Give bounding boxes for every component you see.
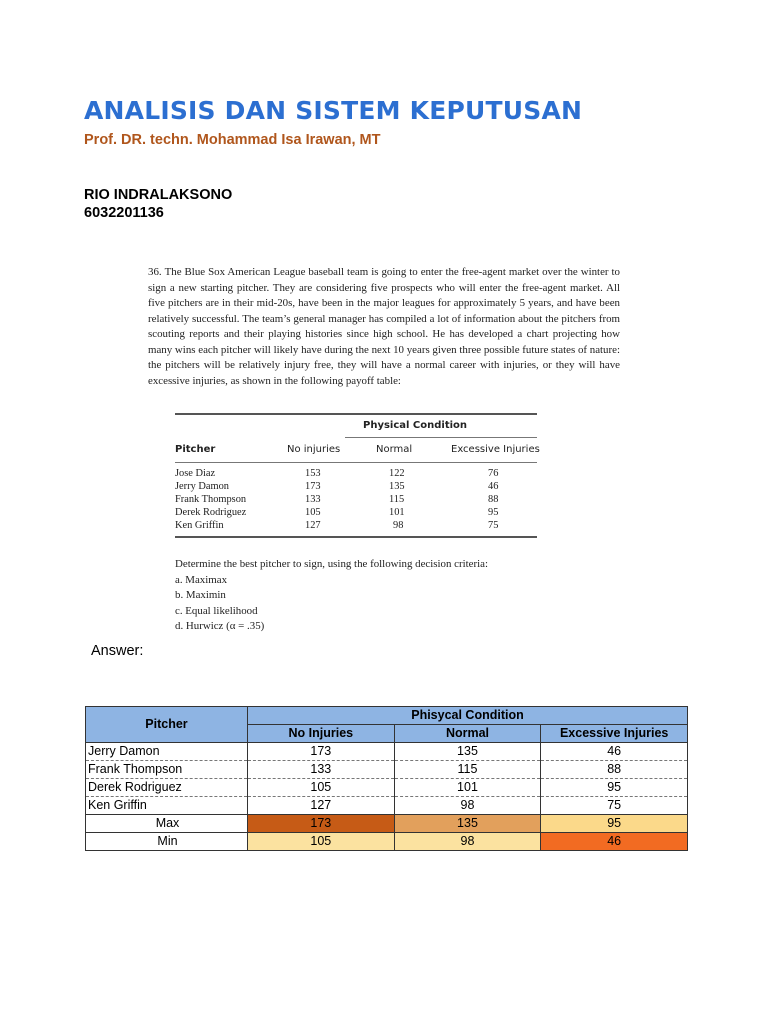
document-subtitle: Prof. DR. techn. Mohammad Isa Irawan, MT: [84, 132, 381, 148]
table-row: [175, 481, 537, 494]
pitcher-name: Ken Griffin: [86, 797, 248, 815]
table-rule: [175, 462, 537, 463]
criteria-intro: Determine the best pitcher to sign, using the following decision criteria:: [175, 558, 489, 570]
min-row: [86, 833, 688, 851]
cell-value: 95: [488, 507, 499, 518]
min-no-injuries: 105: [248, 833, 395, 851]
table-row: [175, 494, 537, 507]
table-rule: [175, 536, 537, 538]
student-name: RIO INDRALAKSONO: [84, 187, 233, 203]
max-normal: 135: [394, 815, 541, 833]
cell-value: 133: [305, 494, 321, 505]
cell-value: 75: [488, 520, 499, 531]
table-rule: [345, 437, 537, 438]
normal-header: Normal: [376, 444, 413, 455]
table-row: [86, 761, 688, 779]
excessive-injuries-header: Excessive Injuries: [451, 444, 540, 455]
answer-excessive-header: Excessive Injuries: [541, 725, 688, 743]
max-label: Max: [86, 815, 248, 833]
student-info: [84, 186, 232, 222]
cell-value: 101: [394, 779, 541, 797]
decision-criteria: [175, 557, 488, 635]
table-rule: [175, 413, 537, 415]
cell-value: 153: [305, 468, 321, 479]
pitcher-name: Jerry Damon: [175, 481, 229, 492]
student-id: 6032201136: [84, 205, 164, 221]
problem-statement: [148, 265, 620, 389]
table-row: [86, 743, 688, 761]
cell-value: 88: [541, 761, 688, 779]
pitcher-name: Jose Diaz: [175, 468, 216, 479]
answer-group-header: Phisycal Condition: [248, 707, 688, 725]
min-label: Min: [86, 833, 248, 851]
cell-value: 173: [248, 743, 395, 761]
pitcher-name: Ken Griffin: [175, 520, 224, 531]
cell-value: 75: [541, 797, 688, 815]
pitcher-name: Jerry Damon: [86, 743, 248, 761]
answer-header-row: [86, 707, 688, 725]
table-row: [175, 507, 537, 520]
cell-value: 88: [488, 494, 499, 505]
cell-value: 101: [389, 507, 405, 518]
cell-value: 127: [248, 797, 395, 815]
no-injuries-header: No injuries: [287, 444, 341, 455]
min-excessive: 46: [541, 833, 688, 851]
pitcher-name: Derek Rodriguez: [175, 507, 247, 518]
criterion-maximin: b. Maximin: [175, 589, 226, 602]
document-title: ANALISIS DAN SISTEM KEPUTUSAN: [84, 96, 583, 125]
cell-value: 115: [394, 761, 541, 779]
answer-no-injuries-header: No Injuries: [248, 725, 395, 743]
min-normal: 98: [394, 833, 541, 851]
answer-normal-header: Normal: [394, 725, 541, 743]
table-row: [175, 468, 537, 481]
criterion-hurwicz: d. Hurwicz (α = .35): [175, 620, 265, 633]
max-no-injuries: 173: [248, 815, 395, 833]
max-row: [86, 815, 688, 833]
pitcher-name: Derek Rodriguez: [86, 779, 248, 797]
cell-value: 98: [394, 797, 541, 815]
physical-condition-header: Physical Condition: [363, 420, 468, 431]
answer-table: [85, 706, 688, 851]
cell-value: 105: [305, 507, 321, 518]
cell-value: 98: [393, 520, 404, 531]
cell-value: 115: [389, 494, 405, 505]
problem-text: The Blue Sox American League baseball team is going to enter the free-agent market over the winter to sign a new starting pitcher. They are considering five prospects who will enter the free-agent market. All five pitchers are in their mid-20s, have been in the major leagues for approximately 5 years, and have been relatively successful. The team’s general manager has compiled a lot of information about the pitchers from scouting reports and their playing histories since high school. He has developed a chart projecting how many wins each pitcher will likely have during the next 10 years given three possible future states of nature: the pitchers will be relatively injury free, they will have a normal career with injuries, or they will have excessive injuries, as shown in the following payoff table:: [148, 266, 620, 387]
cell-value: 127: [305, 520, 321, 531]
answer-pitcher-header: Pitcher: [86, 707, 248, 743]
answer-label: Answer:: [91, 643, 144, 659]
cell-value: 95: [541, 779, 688, 797]
max-excessive: 95: [541, 815, 688, 833]
cell-value: 173: [305, 481, 321, 492]
pitcher-name: Frank Thompson: [175, 494, 247, 505]
cell-value: 105: [248, 779, 395, 797]
pitcher-header: Pitcher: [175, 444, 216, 455]
cell-value: 46: [541, 743, 688, 761]
cell-value: 135: [394, 743, 541, 761]
table-row: [175, 520, 537, 533]
criterion-equal-likelihood: c. Equal likelihood: [175, 604, 258, 617]
cell-value: 76: [488, 468, 499, 479]
pitcher-name: Frank Thompson: [86, 761, 248, 779]
problem-number: 36.: [148, 266, 162, 278]
table-row: [86, 797, 688, 815]
cell-value: 135: [389, 481, 405, 492]
cell-value: 122: [389, 468, 405, 479]
criterion-maximax: a. Maximax: [175, 573, 228, 586]
table-row: [86, 779, 688, 797]
cell-value: 46: [488, 481, 499, 492]
cell-value: 133: [248, 761, 395, 779]
